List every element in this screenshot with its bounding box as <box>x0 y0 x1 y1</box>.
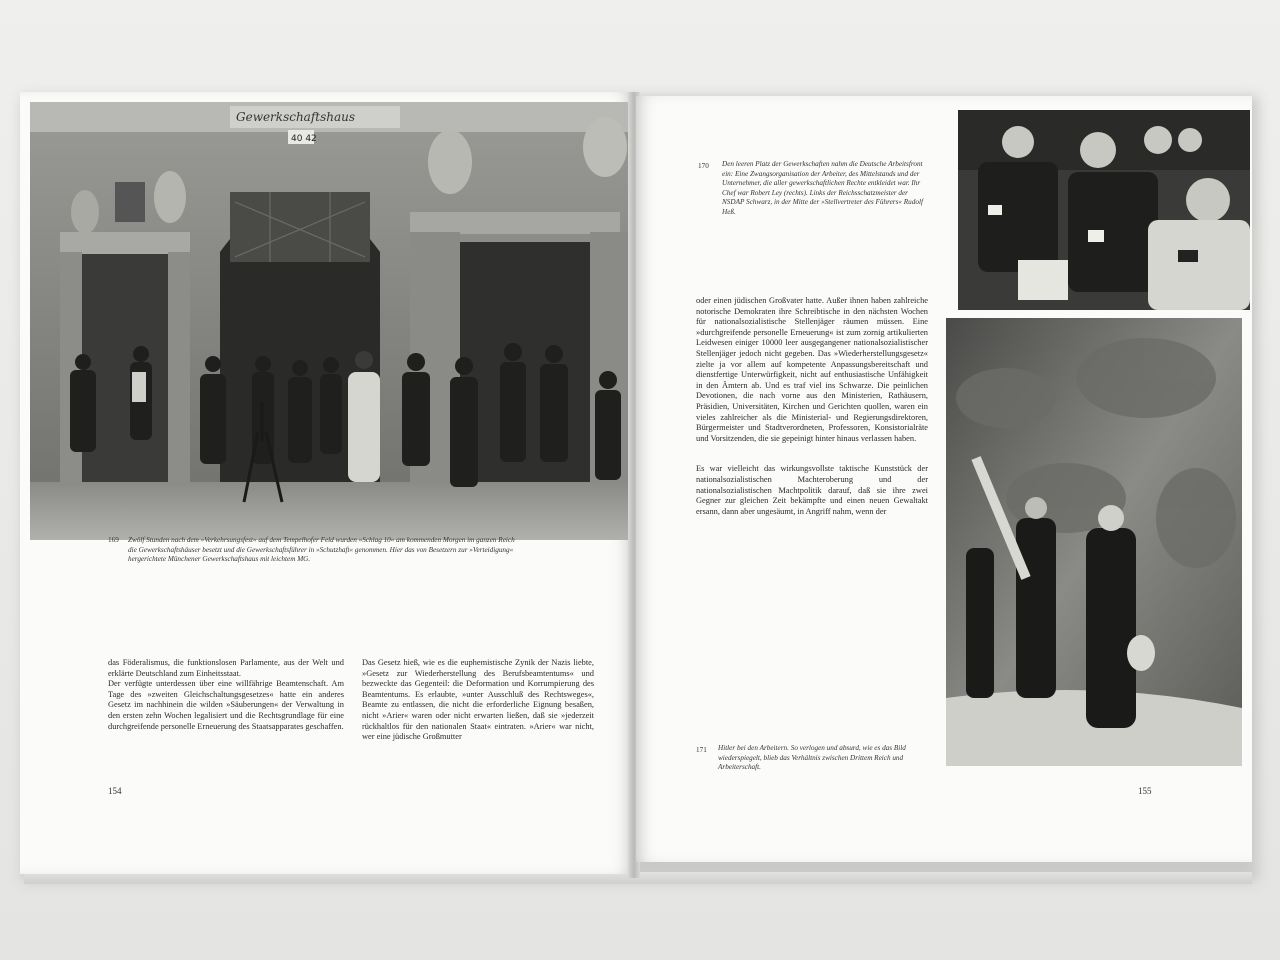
caption-171: Hitler bei den Arbeitern. So verlogen und absurd, wie es das Bild wiederspiegelt, blieb das Verhältnis zwischen Drittem Reich und Arbeiterschaft. <box>718 744 906 772</box>
paragraph: Es war vielleicht das wirkungsvollste taktische Kunststück der nationalsozialistischen Machteroberung und der nationalsozialistischen Machtpolitik darauf, daß sie ihre zwei Gegner zur gleichen Zeit bekämpfte und einen neuen Gewaltakt ersann, dann aber ungesäumt, in Angriff nahm, wenn der <box>696 464 928 516</box>
building-sign: Gewerkschaftshaus <box>236 110 356 124</box>
paragraph: oder einen jüdischen Großvater hatte. Außer ihnen haben zahlreiche notorische Demokraten ihre Schreibtische in den nächsten Wochen für nationalsozialistische Stellenjäger räumen müssen. Eine »durchgreifende personelle Erneuerung« ist zum zornig artikulierten Leidwesen einiger 10000 leer ausgegangener nationalsozialistischer Stellenjäger jedoch nicht gegeben. Das »Wiederherstellungsgesetz« zielte ja vor allem auf kompetente Anpassungsbereitschaft und dienstfertige Unterwürfigkeit, nicht auf enthusiastische Unfähigkeit in den Ämtern ab. Und es traf viel ins Schwarze. Die peinlichen Devotionen, die nach vorne aus den Ministerien, Rathäusern, Präsidien, Universitäten, Kirchen und Gerichten quollen, waren ein vieles zahlreicher als die Ministerial- und Regierungsdirektoren, Bürgermeister und Stadtverordneten, Professoren, Konsistorialräte und Vorsitzenden, die sie gepeinigt hinter hinaus verlassen haben. <box>696 296 928 443</box>
left-page <box>20 92 632 874</box>
building-number: 40 42 <box>291 134 317 144</box>
page-number-left: 154 <box>108 786 122 796</box>
caption-170: Den leeren Platz der Gewerkschaften nahm die Deutsche Arbeitsfront ein: Eine Zwangsorganisation der Arbeiter, des Mittelstands und der Unternehmer, die aller gewerkschaftlichen Rechte entkleidet war. Ihr Chef war Robert Ley (rechts). Links der Reichsschatzmeister der NSDAP Schwarz, in der Mitte der »Stellvertreter des Führers« Rudolf Heß. <box>722 160 923 216</box>
right-page <box>636 96 1252 862</box>
caption-169: Zwölf Stunden nach dem »Verkehrsungsfest« auf dem Tempelhofer Feld wurden »Schlag 10« am kommenden Morgen im ganzen Reich die Gewerkschaftshäuser besetzt und die Gewerkschaftsführer in »Schutzhaft« genommen. Hier das von Besetzern zur »Verteidigung« hergerichtete Münchener Gewerkschaftshaus mit leichtem MG. <box>128 536 515 564</box>
caption-170-number: 170 <box>698 162 709 170</box>
left-column-2 <box>362 658 594 743</box>
caption-169-number: 169 <box>108 536 119 544</box>
paragraph: Das Gesetz hieß, wie es die euphemistische Zynik der Nazis liebte, »Gesetz zur Wiederherstellung des Berufsbeamtentums« und bezweckte das Gegenteil: die Deformation und Korrumpierung des Beamtentums. Es erlaubte, »unter Ausschluß des Rechtsweges«, Beamte zu entlassen, die nicht die erforderliche Eignung besaßen, nicht »Arier« waren oder nicht erwarten ließen, daß sie »jederzeit rückhaltlos für den nationalen Staat« eintraten. »Arier« war nicht, wer eine jüdische Großmutter <box>362 658 594 742</box>
rock-wall-walkers-photo <box>946 318 1242 766</box>
seated-officials-photo <box>958 110 1250 310</box>
page-number-right: 155 <box>1138 786 1152 796</box>
left-column-1 <box>108 658 344 732</box>
street-entrance-photo <box>30 102 630 540</box>
right-column <box>696 296 928 517</box>
caption-171-number: 171 <box>696 746 707 754</box>
paragraph: Der verfügte unterdessen über eine willfährige Beamtenschaft. Am Tage des »zweiten Gleichschaltungsgesetzes« hatte ein anderes Gesetz im nachhinein die wilden »Säuberungen« der Verwaltung in den ersten zehn Wochen legalisiert und die Rechtsgrundlage für eine durchgreifende personelle Erneuerung des Staatsapparates geschaffen. <box>108 679 344 731</box>
paragraph: das Föderalismus, die funktionslosen Parlamente, aus der Welt und erklärte Deutschland zum Einheitsstaat. <box>108 658 344 678</box>
